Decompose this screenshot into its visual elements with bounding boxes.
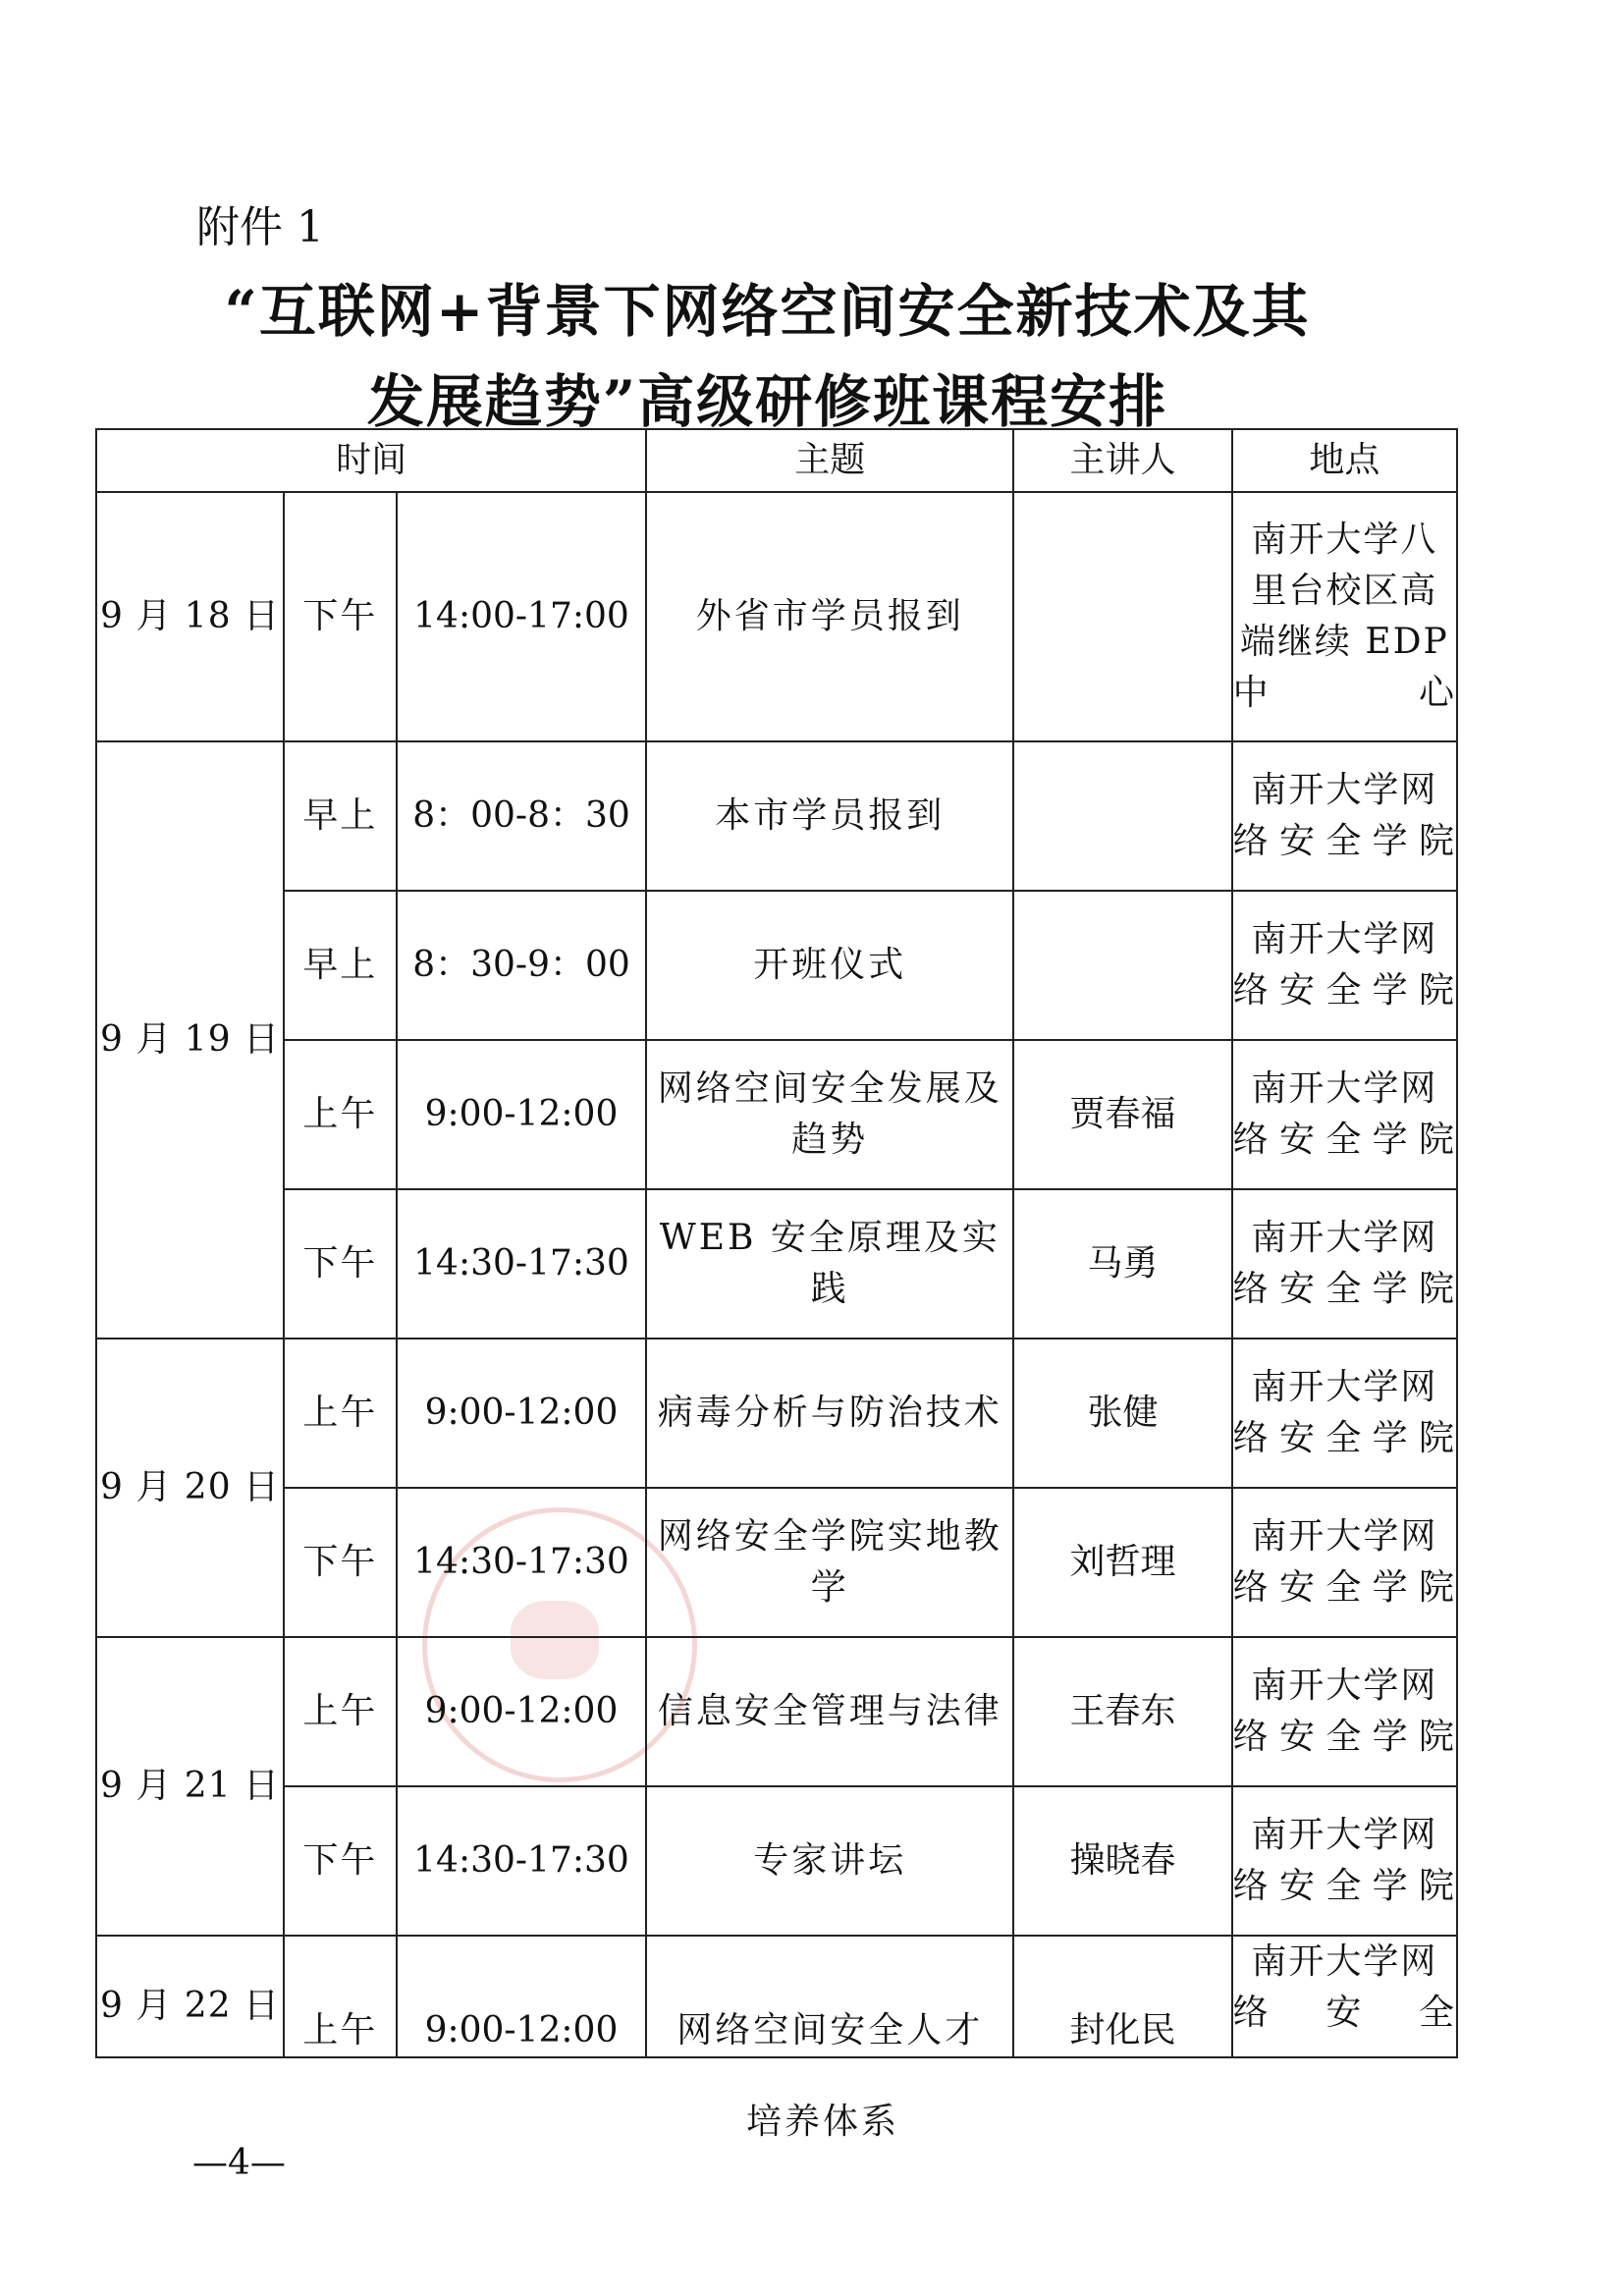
topic-cell: 病毒分析与防治技术 xyxy=(646,1339,1013,1488)
speaker-cell: 王春东 xyxy=(1013,1637,1231,1786)
period-cell: 下午 xyxy=(284,492,397,741)
header-row xyxy=(96,429,1457,492)
topic-cell xyxy=(646,1936,1013,2057)
speaker-label: 封化民 xyxy=(1069,2010,1176,2050)
time-cell: 14:00-17:00 xyxy=(397,492,646,741)
place-cell: 南开大学网络安全学院 xyxy=(1232,1040,1457,1189)
day-cell: 9 月 20 日 xyxy=(96,1339,284,1637)
day-label: 9 月 22 日 xyxy=(100,1986,281,2026)
time-cell: 14:30-17:30 xyxy=(397,1786,646,1936)
table-row xyxy=(96,1936,1457,2057)
table-row xyxy=(96,1786,1457,1936)
topic-cell: 网络安全学院实地教学 xyxy=(646,1488,1013,1637)
place-cell: 南开大学网络安全 xyxy=(1232,1936,1457,2057)
time-cell: 8：30-9：00 xyxy=(397,891,646,1040)
place-cell: 南开大学网络安全学院 xyxy=(1232,1637,1457,1786)
day-cell: 9 月 19 日 xyxy=(96,741,284,1339)
topic-cell: 网络空间安全发展及趋势 xyxy=(646,1040,1013,1189)
place-cell: 南开大学网络安全学院 xyxy=(1232,1189,1457,1339)
period-label: 上午 xyxy=(302,2010,378,2050)
page-number: —4— xyxy=(192,2143,286,2183)
table-row xyxy=(96,891,1457,1040)
speaker-cell xyxy=(1013,891,1231,1040)
header-topic: 主题 xyxy=(646,429,1013,492)
period-cell: 早上 xyxy=(284,741,397,891)
day-cell: 9 月 21 日 xyxy=(96,1637,284,1936)
period-cell: 上午 xyxy=(284,1339,397,1488)
topic-cell: WEB 安全原理及实践 xyxy=(646,1189,1013,1339)
time-cell: 14:30-17:30 xyxy=(397,1488,646,1637)
time-cell: 9:00-12:00 xyxy=(397,1637,646,1786)
table-row xyxy=(96,492,1457,741)
period-cell: 下午 xyxy=(284,1488,397,1637)
topic-cell: 开班仪式 xyxy=(646,891,1013,1040)
table-row xyxy=(96,741,1457,891)
document-title-line-1: “互联网+背景下网络空间安全新技术及其 xyxy=(224,278,1311,345)
day-cell: 9 月 18 日 xyxy=(96,492,284,741)
day-cell xyxy=(96,1936,284,2057)
topic-overflow-text: 培养体系 xyxy=(746,2102,900,2142)
table-row xyxy=(96,1488,1457,1637)
table-row xyxy=(96,1339,1457,1488)
attachment-label: 附件 1 xyxy=(196,202,324,252)
time-cell: 9:00-12:00 xyxy=(397,1040,646,1189)
topic-cell: 外省市学员报到 xyxy=(646,492,1013,741)
speaker-cell: 张健 xyxy=(1013,1339,1231,1488)
place-cell: 南开大学网络安全学院 xyxy=(1232,1339,1457,1488)
period-cell: 下午 xyxy=(284,1786,397,1936)
place-cell: 南开大学网络安全学院 xyxy=(1232,891,1457,1040)
place-cell: 南开大学网络安全学院 xyxy=(1232,1786,1457,1936)
period-cell: 上午 xyxy=(284,1040,397,1189)
speaker-cell: 操晓春 xyxy=(1013,1786,1231,1936)
period-cell: 早上 xyxy=(284,891,397,1040)
period-cell: 上午 xyxy=(284,1637,397,1786)
topic-cell: 信息安全管理与法律 xyxy=(646,1637,1013,1786)
topic-label: 网络空间安全人才 xyxy=(676,2010,984,2050)
header-speaker: 主讲人 xyxy=(1013,429,1231,492)
topic-cell: 本市学员报到 xyxy=(646,741,1013,891)
speaker-cell: 刘哲理 xyxy=(1013,1488,1231,1637)
place-cell: 南开大学网络安全学院 xyxy=(1232,1488,1457,1637)
place-cell: 南开大学网络安全学院 xyxy=(1232,741,1457,891)
period-cell xyxy=(284,1936,397,2057)
topic-cell: 专家讲坛 xyxy=(646,1786,1013,1936)
place-cell: 南开大学八里台校区高端继续 EDP 中心 xyxy=(1232,492,1457,741)
header-place: 地点 xyxy=(1232,429,1457,492)
time-cell: 14:30-17:30 xyxy=(397,1189,646,1339)
table-row xyxy=(96,1189,1457,1339)
speaker-cell xyxy=(1013,492,1231,741)
table-row xyxy=(96,1040,1457,1189)
time-label: 9:00-12:00 xyxy=(424,2010,619,2050)
header-time: 时间 xyxy=(96,429,646,492)
speaker-cell: 贾春福 xyxy=(1013,1040,1231,1189)
table-row xyxy=(96,1637,1457,1786)
time-cell xyxy=(397,1936,646,2057)
time-cell: 8：00-8：30 xyxy=(397,741,646,891)
period-cell: 下午 xyxy=(284,1189,397,1339)
time-cell: 9:00-12:00 xyxy=(397,1339,646,1488)
document-title-line-2: 发展趋势”高级研修班课程安排 xyxy=(366,368,1168,435)
speaker-cell xyxy=(1013,741,1231,891)
speaker-cell: 马勇 xyxy=(1013,1189,1231,1339)
speaker-cell xyxy=(1013,1936,1231,2057)
schedule-table xyxy=(95,428,1458,2058)
